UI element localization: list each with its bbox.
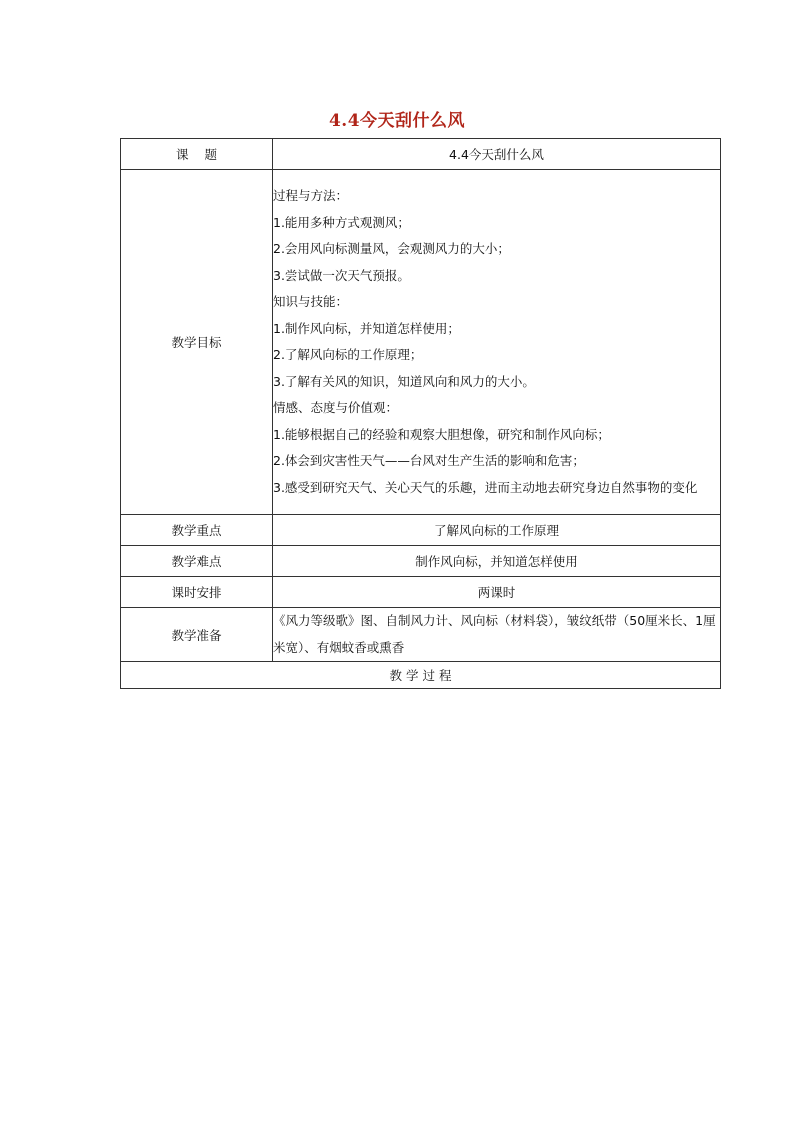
- goal-line: 情感、态度与价值观：: [273, 400, 399, 415]
- goal-line: 知识与技能：: [273, 294, 349, 309]
- difficulty-row: [121, 546, 721, 577]
- goal-line: 3.尝试做一次天气预报。: [273, 267, 410, 283]
- goal-line: 1.能够根据自己的经验和观察大胆想像，研究和制作风向标；: [273, 426, 610, 442]
- goal-line: 1.能用多种方式观测风；: [273, 214, 410, 230]
- goals-content: [273, 170, 721, 515]
- goal-line: 3.了解有关风的知识，知道风向和风力的大小。: [273, 373, 535, 389]
- preparation-row: [121, 608, 721, 662]
- process-row: [121, 662, 721, 689]
- goals-label: 教学目标: [121, 170, 273, 515]
- preparation-value: 《风力等级歌》图、自制风力计、风向标（材料袋），皱纹纸带（50厘米长、1厘米宽）、有烟蚊香或熏香: [273, 608, 721, 662]
- goal-line: 2.了解风向标的工作原理；: [273, 347, 423, 362]
- key-point-value: 了解风向标的工作原理: [273, 515, 721, 546]
- lesson-plan-table: [120, 138, 721, 689]
- topic-value: 4.4今天刮什么风: [273, 139, 721, 170]
- key-point-label: 教学重点: [121, 515, 273, 546]
- difficulty-label: 教学难点: [121, 546, 273, 577]
- goal-line: 1.制作风向标，并知道怎样使用；: [273, 320, 460, 336]
- goals-row: [121, 170, 721, 515]
- goal-line: 2.会用风向标测量风，会观测风力的大小；: [273, 241, 510, 256]
- schedule-label: 课时安排: [121, 577, 273, 608]
- document-title: 4.4今天刮什么风: [328, 111, 466, 131]
- goal-line: 过程与方法：: [273, 188, 349, 203]
- schedule-row: [121, 577, 721, 608]
- difficulty-value: 制作风向标，并知道怎样使用: [273, 546, 721, 577]
- key-point-row: [121, 515, 721, 546]
- topic-label: 课 题: [121, 139, 273, 170]
- schedule-value: 两课时: [273, 577, 721, 608]
- goal-line: 2.体会到灾害性天气——台风对生产生活的影响和危害；: [273, 453, 585, 468]
- process-header: 教 学 过 程: [121, 662, 721, 689]
- goal-line: 3.感受到研究天气、关心天气的乐趣，进而主动地去研究身边自然事物的变化: [273, 479, 698, 495]
- topic-row: [121, 139, 721, 170]
- preparation-label: 教学准备: [121, 608, 273, 662]
